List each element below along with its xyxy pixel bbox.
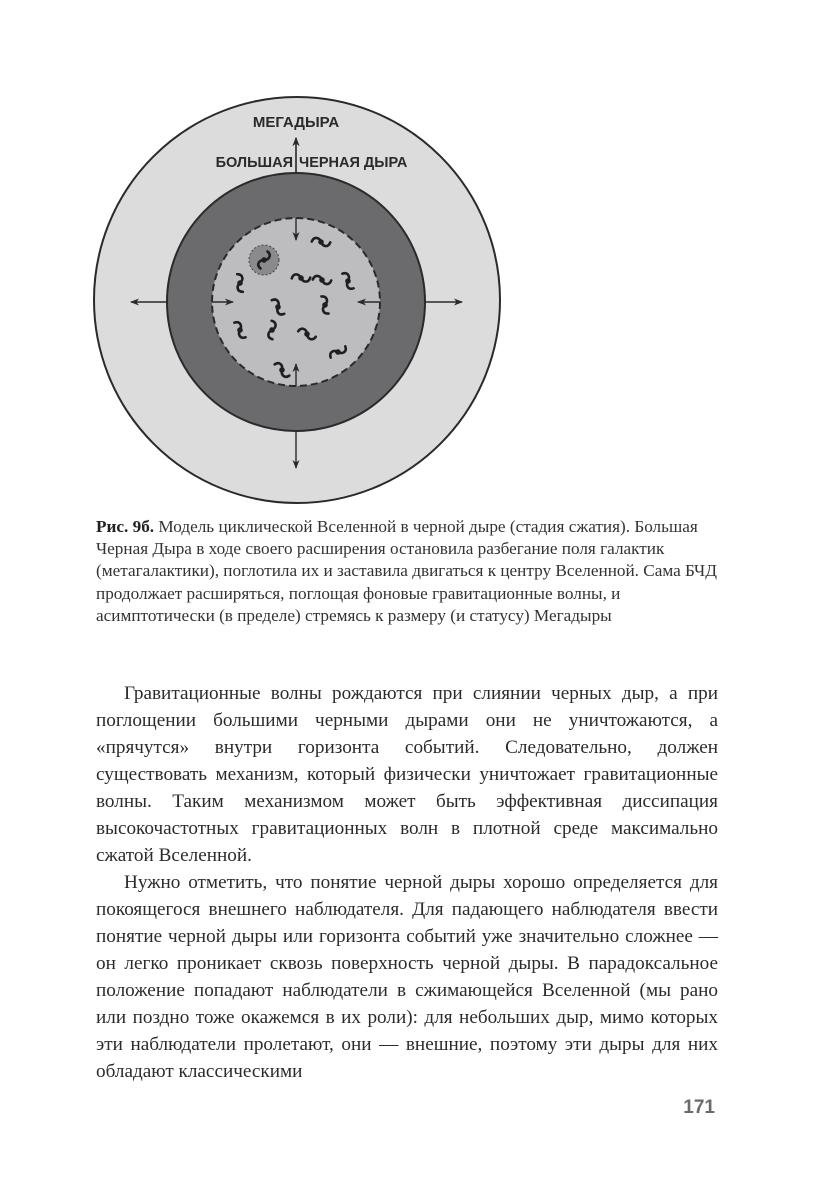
figure-cyclic-universe — [0, 0, 817, 520]
megahole-label: МЕГАДЫРА — [252, 114, 340, 131]
big-black-hole-label-left: БОЛЬШАЯ — [215, 155, 293, 171]
paragraph: Гравитационные волны рождаются при слиянии черных дыр, а при поглощении большими черными дырами они не уничтожаются, а «прячутся» внутри горизонта событий. Следовательно, должен существовать механизм, который физически уничтожает гравитационные волны. Таким механизмом может быть эффективная диссипация высокочастотных гравитационных волн в плотной среде максимально сжатой Вселенной. — [96, 683, 718, 866]
body-text — [96, 680, 718, 1085]
black-hole-diagram — [0, 0, 817, 520]
paragraph: Нужно отметить, что понятие черной дыры хорошо определяется для покоящегося внешнего наблюдателя. Для падающего наблюдателя ввести понятие черной дыры или горизонта событий уже значительно сложнее — он легко проникает сквозь поверхность черной дыры. В парадоксальное положение попадают наблюдатели в сжимающейся Вселенной (мы рано или поздно тоже окажемся в их роли): для небольших дыр, мимо которых эти наблюдатели пролетают, они — внешние, поэтому эти дыры для них обладают классическими — [96, 872, 718, 1082]
page-number: 171 — [683, 1097, 715, 1118]
galaxy-field-circle — [212, 218, 380, 386]
figure-caption — [96, 516, 736, 627]
big-black-hole-label-right: ЧЕРНАЯ ДЫРА — [299, 155, 408, 171]
caption-label: Рис. 9б. — [96, 517, 155, 536]
caption-text: Модель циклической Вселенной в черной дыре (стадия сжатия). Большая Черная Дыра в ходе своего расширения остановила разбегание поля галактик (метагалактики), поглотила их и заставила двигаться к центру Вселенной. Сама БЧД продолжает расширяться, поглощая фоновые гравитационные волны, и асимптотически (в пределе) стремясь к размеру (и статусу) Мегадыры — [96, 517, 717, 625]
